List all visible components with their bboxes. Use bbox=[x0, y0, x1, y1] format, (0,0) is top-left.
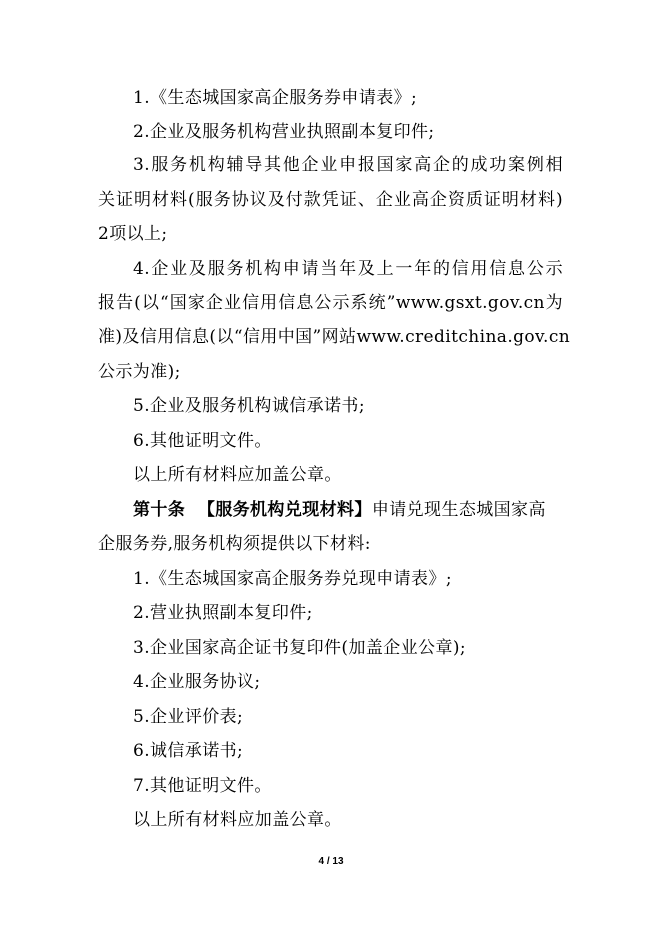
list-item: 3.企业国家高企证书复印件(加盖企业公章); bbox=[133, 638, 467, 658]
article-title: 第十条 【服务机构兑现材料】 bbox=[133, 500, 372, 520]
list-item: 6.诚信承诺书; bbox=[133, 741, 244, 761]
paragraph-line: 以上所有材料应加盖公章。 bbox=[133, 465, 342, 485]
list-item: 7.其他证明文件。 bbox=[133, 776, 272, 796]
page-number: 4 / 13 bbox=[318, 856, 344, 867]
list-item: 6.其他证明文件。 bbox=[133, 431, 272, 451]
list-item: 3.服务机构辅导其他企业申报国家高企的成功案例相 bbox=[133, 155, 563, 175]
paragraph-line: 以上所有材料应加盖公章。 bbox=[133, 810, 342, 830]
paragraph-line: 2项以上; bbox=[98, 224, 168, 244]
list-item: 5.企业及服务机构诚信承诺书; bbox=[133, 396, 365, 416]
list-item: 4.企业及服务机构申请当年及上一年的信用信息公示 bbox=[133, 259, 563, 279]
list-item: 1.《生态城国家高企服务券兑现申请表》; bbox=[133, 569, 452, 589]
paragraph-line: 报告(以“国家企业信用信息公示系统”www.gsxt.gov.cn为 bbox=[98, 293, 563, 313]
paragraph-line: 准)及信用信息(以“信用中国”网站www.creditchina.gov.cn bbox=[98, 327, 571, 347]
article-text: 申请兑现生态城国家高 bbox=[371, 500, 546, 520]
list-item: 5.企业评价表; bbox=[133, 707, 244, 727]
list-item: 2.企业及服务机构营业执照副本复印件; bbox=[133, 122, 435, 142]
paragraph-line: 关证明材料(服务协议及付款凭证、企业高企资质证明材料) bbox=[98, 190, 563, 210]
paragraph-line: 企服务券,服务机构须提供以下材料: bbox=[98, 534, 371, 554]
list-item: 4.企业服务协议; bbox=[133, 672, 261, 692]
paragraph-line: 公示为准); bbox=[98, 362, 181, 382]
article-heading-line bbox=[133, 499, 563, 521]
list-item: 2.营业执照副本复印件; bbox=[133, 603, 313, 623]
list-item: 1.《生态城国家高企服务券申请表》; bbox=[133, 88, 418, 108]
